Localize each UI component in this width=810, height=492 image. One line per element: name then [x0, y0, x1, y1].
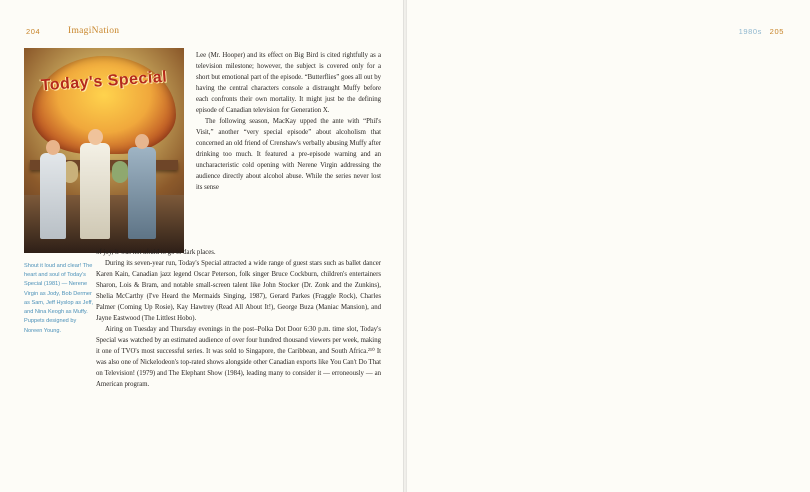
- photo-person: [80, 143, 110, 239]
- photo-person-head: [88, 129, 103, 145]
- paragraph: of joy, it was not afraid to go to dark places.: [96, 249, 216, 256]
- photo-caption: Shout it loud and clear! The heart and soul of Today's Special (1981) — Nerene Virgin as Jody, Bob Dermer as Sam, Jeff Hyslop as Jeff, and Nina Keogh as Muffy. Puppets designed by Noreen Young.: [24, 263, 94, 334]
- left-wide-text: [96, 247, 381, 390]
- book-title: ImagiNation: [68, 26, 120, 36]
- folio-right: 205: [769, 27, 784, 36]
- photo-show-logo: Today's Special: [40, 68, 168, 95]
- left-column-text: [196, 50, 381, 193]
- paragraph: During its seven-year run, Today's Special attracted a wide range of guest stars such as ballet dancer Karen Kain, Canadian jazz legend Oscar Peterson, folk singer Bruce Cockburn, children's entertainers Sharon, Lois & Bram, and notable small-screen talent like John Stocker (Dr. Zonk and the Zunkins), Shelia McCarthy (I've Heard the Mermaids Singing, 1987), Gerard Parkes (Fraggle Rock), Charles Palmer (Coming Up Rosie), Kay Hawtrey (Read All About It!), George Buza (Maniac Mansion), and Jayne Eastwood (The Littlest Hobo).: [96, 260, 381, 322]
- photo-puppet: [112, 161, 128, 183]
- book-gutter: [403, 0, 407, 492]
- paragraph: The following season, MacKay upped the ante with “Phil's Visit,” another “very special episode” about alcoholism that concerned an old friend of Crenshaw's verbally abusing Muffy after drinking too much. It featured a pre-episode warning and an uncharacteristic cold opening with Nerene Virgin addressing the audience directly about alcohol abuse. While the series never lost its sense: [196, 118, 381, 191]
- photo-person: [40, 153, 66, 239]
- paragraph: Lee (Mr. Hooper) and its effect on Big Bird is cited rightfully as a television milestone; however, the subject is covered only for a short but emotional part of the episode. “Butterflies” goes all out by having the central characters console a distraught Muffy before each confronts their own mortality. It might just be the defining episode of Canadian television for Generation X.: [196, 52, 381, 114]
- photo-person: [128, 147, 156, 239]
- right-page: [405, 0, 810, 492]
- folio-left: 204: [26, 27, 41, 36]
- todays-special-photo: [24, 48, 184, 253]
- paragraph: Airing on Tuesday and Thursday evenings in the post–Polka Dot Door 6:30 p.m. time slot, Today's Special was watched by an estimated audience of over four hundred thousand viewers per week, making it one of TVO's most successful series. It was sold to Singapore, the Caribbean, and South Africa.²¹⁰ It was also one of Nickelodeon's top-rated shows alongside other Canadian exports like You Can't Do That on Television! (1979) and The Elephant Show (1984), leading many to consider it — erroneously — an American program.: [96, 326, 381, 388]
- running-head-decade: 1980s: [738, 27, 762, 36]
- photo-person-head: [135, 134, 149, 149]
- photo-person-head: [46, 140, 60, 155]
